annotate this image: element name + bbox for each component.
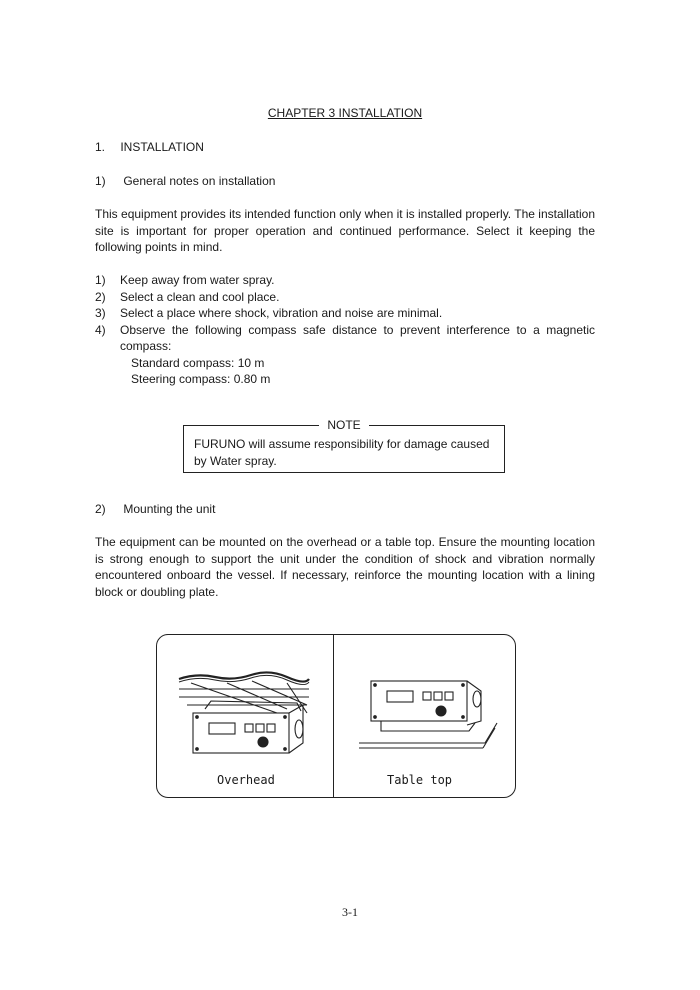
list-item-text: Select a place where shock, vibration and noise are minimal. <box>120 306 443 320</box>
note-title-wrap <box>184 418 504 432</box>
installation-points-list <box>95 272 595 388</box>
list-item-number: 4) <box>95 322 106 337</box>
list-item <box>95 272 595 289</box>
compass-distance: Standard compass: 10 m <box>131 355 265 370</box>
list-item <box>95 305 595 322</box>
list-item-number: 3) <box>95 306 106 320</box>
overhead-mount-illustration <box>157 635 333 765</box>
mounting-paragraph: The equipment can be mounted on the overhead or a table top. Ensure the mounting location is strong enough to support the unit under the condition of shock and vibration normally encountered onboard the vessel. If necessary, reinforce the mounting location with a lining block or doubling plate. <box>95 535 595 599</box>
note-box <box>183 418 505 473</box>
list-item-number: 1) <box>95 273 106 287</box>
note-title: NOTE <box>319 418 368 432</box>
list-item-text <box>120 322 595 355</box>
list-item <box>95 322 595 355</box>
list-item <box>95 289 595 306</box>
overhead-caption: Overhead <box>217 773 275 787</box>
list-item-text: Select a clean and cool place. <box>120 289 280 304</box>
subsection-2-heading <box>95 502 215 516</box>
subsection-2-title: Mounting the unit <box>123 502 216 516</box>
section-number: 1. <box>95 140 106 154</box>
note-body: FURUNO will assume responsibility for damage caused by Water spray. <box>194 437 490 468</box>
tabletop-mount-illustration <box>335 635 515 765</box>
list-item-text-line-1: Observe the following compass safe distance to prevent interference to a magnetic <box>120 322 595 337</box>
section-title: INSTALLATION <box>120 140 204 154</box>
compass-distance: Steering compass: 0.80 m <box>131 372 271 386</box>
chapter-title: CHAPTER 3 INSTALLATION <box>267 106 423 120</box>
list-item-text: Keep away from water spray. <box>120 273 275 287</box>
subsection-2-number: 2) <box>95 502 106 516</box>
list-item-text-line-2: compass: <box>120 339 172 353</box>
tabletop-caption: Table top <box>387 773 453 787</box>
page-number: 3-1 <box>342 905 358 919</box>
general-notes-paragraph: This equipment provides its intended function only when it is installed properly. The installation site is important for proper operation and continued performance. Select it keeping the following points in mind. <box>95 207 595 254</box>
subsection-1-title: General notes on installation <box>123 174 276 188</box>
figure-divider <box>333 635 334 797</box>
subsection-1-number: 1) <box>95 174 106 188</box>
mounting-figure <box>156 634 516 798</box>
list-item-number: 2) <box>95 289 106 304</box>
section-heading <box>95 140 204 154</box>
subsection-1-heading <box>95 174 275 188</box>
